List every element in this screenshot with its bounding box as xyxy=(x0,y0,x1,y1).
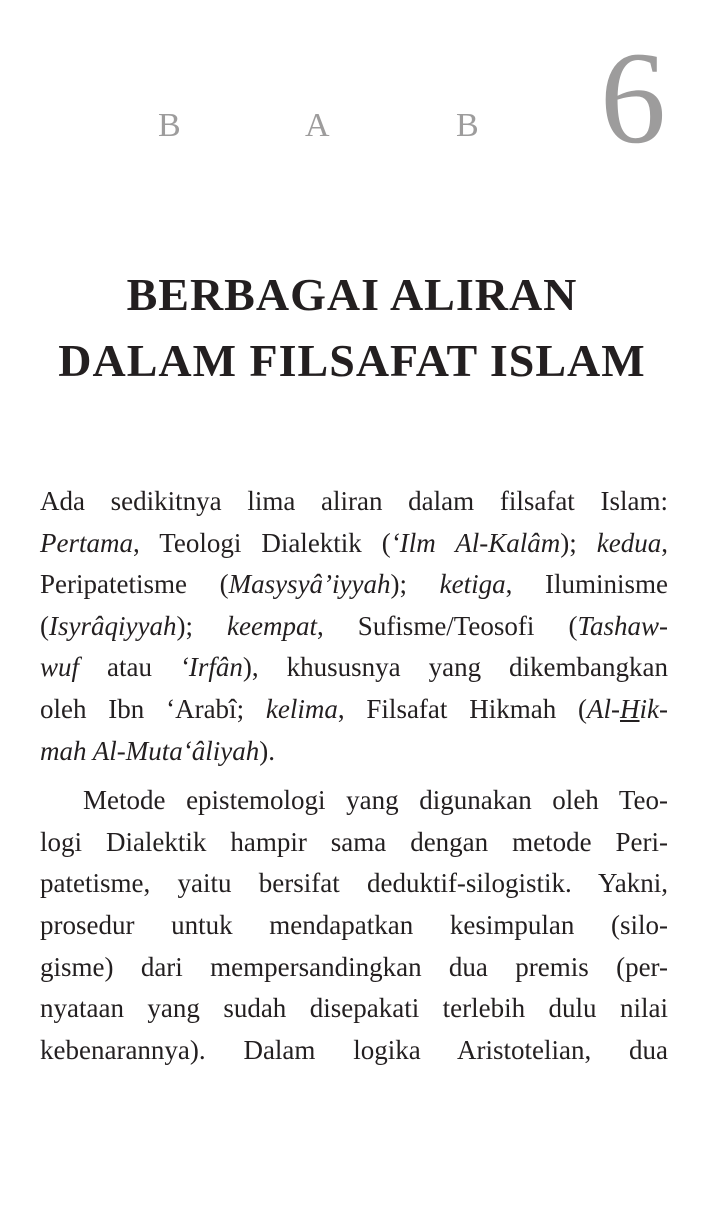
chapter-title-line-1: BERBAGAI ALIRAN xyxy=(126,269,578,320)
paragraph-1 xyxy=(40,481,668,772)
text-line: Peripatetisme (Masysyâ’iyyah); ketiga, Iluminisme xyxy=(40,569,668,600)
body-text xyxy=(40,481,668,1071)
text-line: oleh Ibn ‘Arabî; kelima, Filsafat Hikmah (Al-Hik- xyxy=(40,693,668,724)
text-line: logi Dialektik hampir sama dengan metode Peri- xyxy=(40,826,668,857)
chapter-label-letter-1: B xyxy=(158,107,181,144)
text-line: kebenarannya). Dalam logika Aristotelian, dua xyxy=(40,1034,668,1065)
text-line: gisme) dari mempersandingkan dua premis (per- xyxy=(40,951,668,982)
text-line: Metode epistemologi yang digunakan oleh Teo- xyxy=(83,785,668,816)
chapter-label-letter-2: A xyxy=(305,107,330,144)
text-line: prosedur untuk mendapatkan kesimpulan (silo- xyxy=(40,909,668,940)
chapter-label-letter-3: B xyxy=(456,107,479,144)
chapter-number: 6 xyxy=(600,24,666,171)
text-line: nyataan yang sudah disepakati terlebih dulu nilai xyxy=(40,993,668,1024)
text-line: patetisme, yaitu bersifat deduktif-silogistik. Yakni, xyxy=(40,868,668,899)
text-line: Ada sedikitnya lima aliran dalam filsafat Islam: xyxy=(40,486,668,516)
text-line: Pertama, Teologi Dialektik (‘Ilm Al-Kalâm); kedua, xyxy=(40,527,668,558)
paragraph-2 xyxy=(40,780,668,1071)
text-line: mah Al-Muta‘âliyah). xyxy=(40,735,275,766)
chapter-title-line-2: DALAM FILSAFAT ISLAM xyxy=(58,335,646,386)
chapter-title xyxy=(0,262,704,394)
chapter-header xyxy=(0,0,704,170)
text-line: (Isyrâqiyyah); keempat, Sufisme/Teosofi (Tashaw- xyxy=(40,610,668,641)
text-line: wuf atau ‘Irfân), khususnya yang dikembangkan xyxy=(40,652,668,683)
